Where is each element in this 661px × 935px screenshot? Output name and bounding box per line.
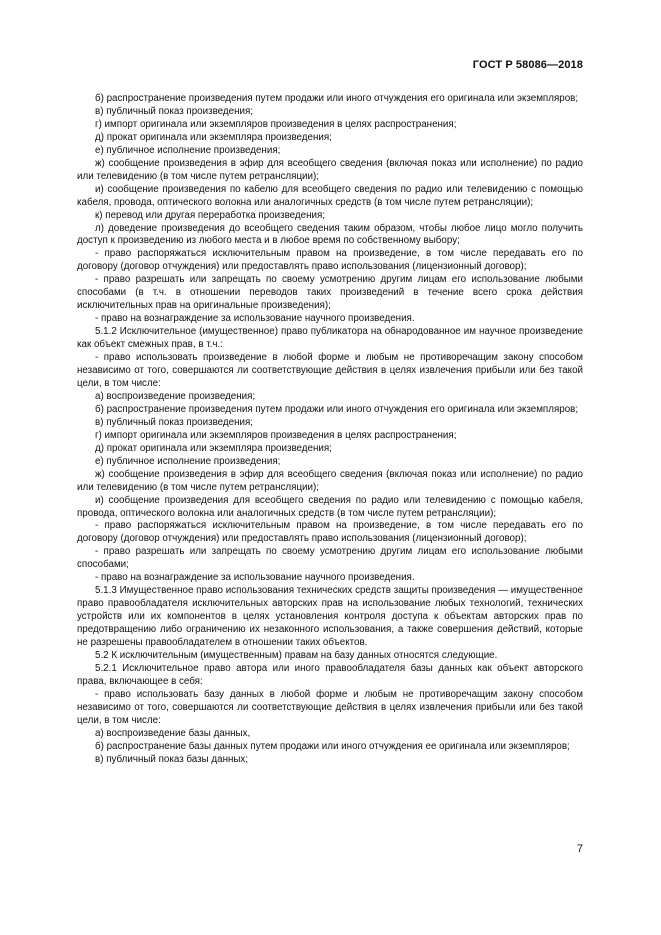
paragraph: г) импорт оригинала или экземпляров произведения в целях распространения;: [95, 118, 457, 130]
paragraph: ж) сообщение произведения в эфир для всеобщего сведения (включая показ или исполнение) по радио или телевидению (в том числе путем ретрансляции);: [77, 468, 583, 493]
paragraph: в) публичный показ произведения;: [95, 416, 253, 428]
paragraph: и) сообщение произведения по кабелю для всеобщего сведения по радио или телевидению с помощью кабеля, провода, оптического волокна или аналогичных средств (в том числе путем ретрансляции);: [77, 183, 583, 208]
paragraph: д) прокат оригинала или экземпляра произведения;: [95, 442, 332, 454]
paragraph: е) публичное исполнение произведения;: [95, 144, 281, 156]
paragraph: 5.2.1 Исключительное право автора или иного правообладателя базы данных как объект авторского права, включающее в себя:: [77, 662, 583, 687]
paragraph: в) публичный показ произведения;: [95, 105, 253, 117]
paragraph: б) распространение произведения путем продажи или иного отчуждения его оригинала или экземпляров;: [95, 93, 579, 104]
paragraph: ж) сообщение произведения в эфир для всеобщего сведения (включая показ или исполнение) по радио или телевидению (в том числе путем ретрансляции);: [77, 157, 583, 182]
paragraph: г) импорт оригинала или экземпляров произведения в целях распространения;: [95, 429, 457, 441]
paragraph: - право распоряжаться исключительным правом на произведение, в том числе передавать его по договору (договор отчуждения) или предоставлять право использования (лицензионный договор);: [77, 248, 583, 273]
document-body: [77, 93, 583, 767]
paragraph: а) воспроизведение произведения;: [95, 390, 256, 402]
paragraph: е) публичное исполнение произведения;: [95, 455, 281, 467]
paragraph: - право разрешать или запрещать по своему усмотрению другим лицам его использование любыми способами (в т.ч. в отношении переводов таких произведений в течение всего срока действия исключительных прав на оригинальные произведения);: [77, 274, 583, 312]
paragraph: - право на вознаграждение за использование научного произведения.: [95, 313, 415, 325]
paragraph: - право распоряжаться исключительным правом на произведение, в том числе передавать его по договору (договор отчуждения) или предоставлять право использования (лицензионный договор);: [77, 520, 583, 545]
paragraph: 5.1.3 Имущественное право использования технических средств защиты произведения — имущественное право правообладателя исключительных авторских прав на использование любых технологий, технических устройств или их компонентов в целях установления контроля доступа к объектам авторских прав по предотвращению либо ограничению их незаконного использования, а также совершения действий, которые не разрешены правообладателем в отношении таких объектов.: [77, 585, 583, 649]
paragraph: к) перевод или другая переработка произведения;: [95, 209, 325, 221]
paragraph: б) распространение произведения путем продажи или иного отчуждения его оригинала или экземпляров;: [95, 403, 579, 415]
paragraph: 5.1.2 Исключительное (имущественное) право публикатора на обнародованное им научное произведение как объект смежных прав, в т.ч.:: [77, 326, 583, 351]
paragraph: 5.2 К исключительным (имущественным) правам на базу данных относятся следующие.: [95, 649, 498, 661]
document-header: ГОСТ Р 58086—2018: [472, 59, 583, 71]
paragraph: л) доведение произведения до всеобщего сведения таким образом, чтобы любое лицо могло получить доступ к произведению из любого места и в любое время по собственному выбору;: [77, 222, 583, 247]
paragraph: - право использовать произведение в любой форме и любым не противоречащим закону способом независимо от того, совершаются ли соответствующие действия в целях извлечения прибыли или без такой цели, в том числе:: [77, 352, 583, 389]
paragraph: - право на вознаграждение за использование научного произведения.: [95, 572, 415, 584]
paragraph: а) воспроизведение базы данных,: [95, 727, 251, 739]
paragraph: д) прокат оригинала или экземпляра произведения;: [95, 131, 332, 143]
paragraph: - право использовать базу данных в любой форме и любым не противоречащим закону способом независимо от того, совершаются ли соответствующие действия в целях извлечения прибыли или без такой цели, в том числе:: [77, 688, 583, 726]
paragraph: б) распространение базы данных путем продажи или иного отчуждения ее оригинала или экземпляров;: [95, 740, 570, 752]
paragraph: и) сообщение произведения для всеобщего сведения по радио или телевидению с помощью кабеля, провода, оптического волокна или аналогичных средств (в том числе путем ретрансляции);: [77, 494, 583, 519]
paragraph: - право разрешать или запрещать по своему усмотрению другим лицам его использование любыми способами;: [77, 546, 583, 571]
page-number: 7: [576, 843, 583, 855]
paragraph: в) публичный показ базы данных;: [95, 753, 249, 765]
